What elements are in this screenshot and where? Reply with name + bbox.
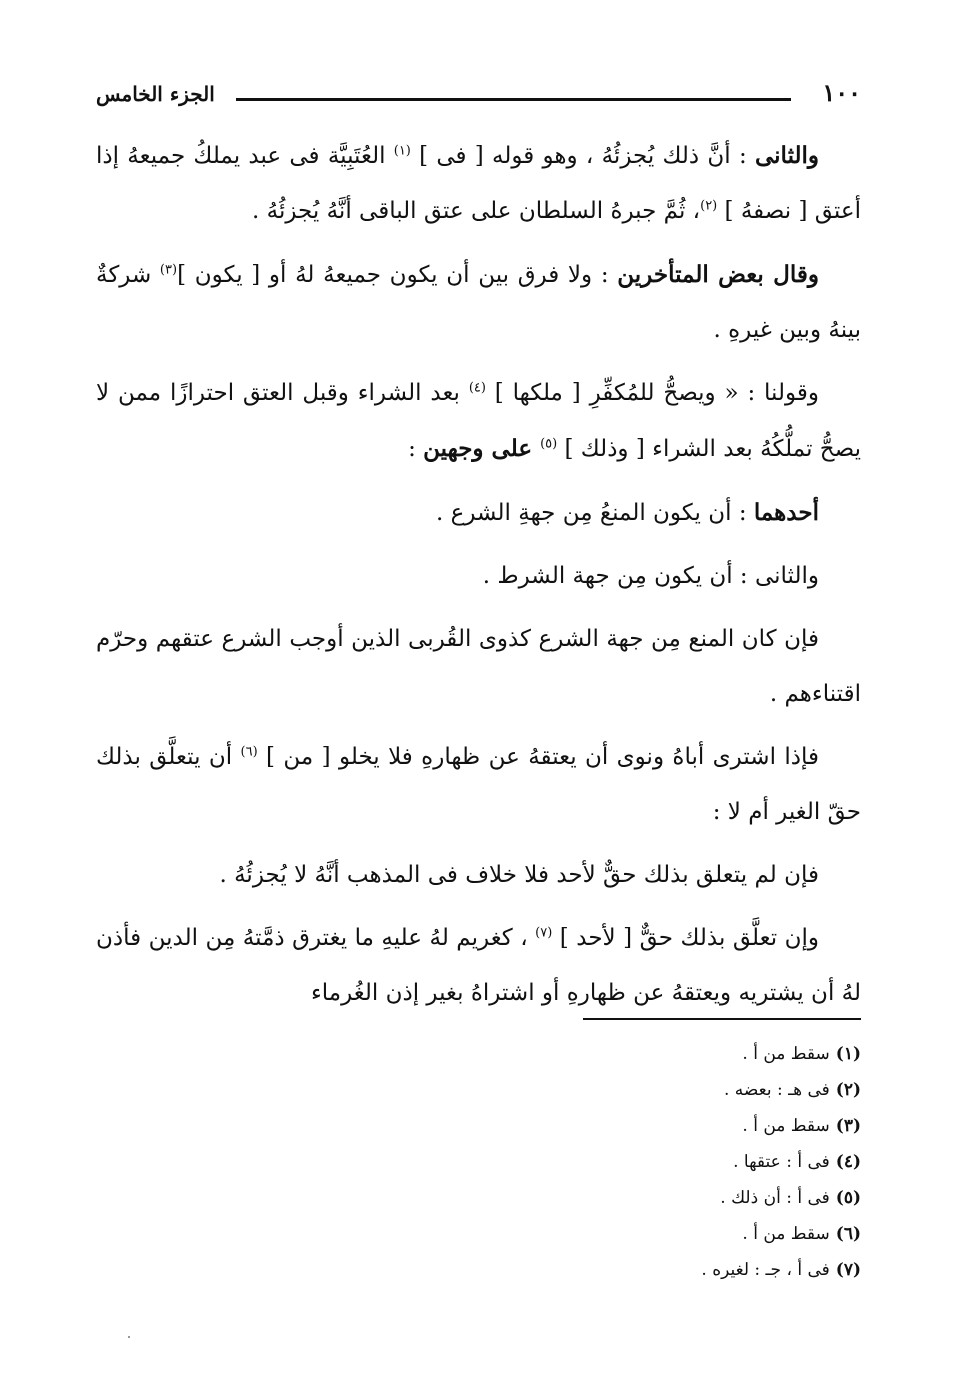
paragraph-text: ، ثُمَّ جبرهُ السلطان على عتق الباقى أنَّهُ يُجزئُهُ .	[252, 198, 701, 224]
bold-phrase: على وجهين	[423, 435, 541, 462]
main-text	[96, 128, 861, 1029]
footnote-number: (٧)	[835, 1260, 861, 1280]
footnote-item	[400, 1216, 861, 1252]
paragraph-text: وإن تعلَّق بذلك حقٌّ [ لأحد ]	[552, 925, 819, 951]
running-header	[96, 78, 861, 118]
footnote-marker: (١)	[393, 143, 411, 159]
footnote-number: (٣)	[835, 1116, 861, 1136]
paragraph-text: فإن كان المنع مِن جهة الشرع كذوى القُربى الذين أوجب الشرع عتقهم وحرّم اقتناءهم .	[96, 626, 861, 707]
paragraph-text: : ولا فرق بين أن يكون جميعهُ لهُ أو [ يكون ]	[177, 262, 618, 288]
footnote-marker: (٧)	[535, 925, 553, 941]
footnote-separator	[583, 1018, 861, 1020]
paragraph-3	[96, 366, 861, 477]
paragraph-text: : أن يكون المنعُ مِن جهةِ الشرع .	[435, 500, 754, 526]
footnote-number: (٥)	[835, 1188, 861, 1208]
footnote-text: فى أ : عتقها .	[733, 1152, 830, 1172]
footnote-marker: (٤)	[468, 380, 486, 396]
paragraph-6	[96, 612, 861, 722]
footnote-text: سقط من أ .	[742, 1044, 830, 1064]
paragraph-4	[96, 485, 861, 541]
footnote-item	[400, 1144, 861, 1180]
footnote-item	[400, 1108, 861, 1144]
footnote-number: (٢)	[835, 1080, 861, 1100]
paragraph-lead: وقال بعض المتأخرين	[617, 261, 819, 288]
footnote-text: سقط من أ .	[742, 1116, 830, 1136]
paragraph-text: والثانى : أن يكون مِن جهة الشرط .	[482, 563, 819, 589]
paragraph-text: شركةٌ بينهُ وبين غيرهِ .	[96, 262, 861, 343]
footnote-marker: (٥)	[540, 436, 558, 452]
footnote-marker: (٣)	[159, 262, 178, 278]
footnote-item	[400, 1072, 861, 1108]
paragraph-text: فإن لم يتعلق بذلك حقٌّ لأحد فلا خلاف فى المذهب أنَّهُ لا يُجزئُهُ .	[219, 862, 819, 888]
footnote-number: (٦)	[835, 1224, 861, 1244]
page-number: ١٠٠	[822, 78, 861, 107]
footnotes	[400, 1036, 861, 1288]
paragraph-8	[96, 848, 861, 903]
scan-speck	[128, 1336, 130, 1338]
running-title: الجزء الخامس	[96, 82, 215, 106]
paragraph-2	[96, 247, 861, 358]
footnote-item	[400, 1252, 861, 1288]
paragraph-7	[96, 730, 861, 840]
footnote-marker: (٢)	[700, 198, 718, 214]
footnote-item	[400, 1180, 861, 1216]
paragraph-text: ، كغريم لهُ عليهِ ما يغترق ذمَّتهُ مِن الدين فأذن لهُ أن يشتريه ويعتقهُ عن ظهارهِ أو اشتراهُ بغير إذن الغُرماء	[96, 925, 861, 1006]
paragraph-text: أن يتعلَّق بذلك حقّ الغير أم لا :	[96, 744, 861, 825]
footnote-text: فى هـ : بعضه .	[723, 1080, 830, 1100]
header-rule	[236, 98, 791, 101]
paragraph-text: فإذا اشترى أباهُ ونوى أن يعتقهُ عن ظهارهِ فلا يخلو [ من ]	[257, 744, 819, 770]
footnote-item	[400, 1036, 861, 1072]
footnote-text: سقط من أ .	[742, 1224, 830, 1244]
paragraph-5	[96, 549, 861, 604]
paragraph-1	[96, 128, 861, 239]
footnote-number: (١)	[835, 1044, 861, 1064]
paragraph-lead: والثانى	[754, 142, 820, 169]
paragraph-text: : أنَّ ذلك يُجزئُهُ ، وهو قوله [ فى ]	[410, 143, 755, 169]
footnote-text: فى أ : أن ذلك .	[720, 1188, 830, 1208]
paragraph-text: العُتَبِيَّة فى عبد يملكُ جميعهُ إذا أعتق [ نصفهُ ]	[96, 143, 861, 224]
paragraph-text: بعد الشراء وقبل العتق احترازًا ممن لا يصحُّ تملُّكُهُ بعد الشراء [ وذلك ]	[96, 380, 861, 462]
paragraph-lead: أحدهما	[753, 499, 819, 526]
footnote-text: فى أ ، جـ : لغيره .	[701, 1260, 830, 1280]
footnote-number: (٤)	[835, 1152, 861, 1172]
footnote-marker: (٦)	[240, 744, 258, 760]
paragraph-9	[96, 911, 861, 1021]
paragraph-text: وقولنا : « ويصحُّ للمُكفِّرِ [ ملكها ]	[485, 380, 819, 406]
paragraph-text: :	[408, 436, 424, 462]
